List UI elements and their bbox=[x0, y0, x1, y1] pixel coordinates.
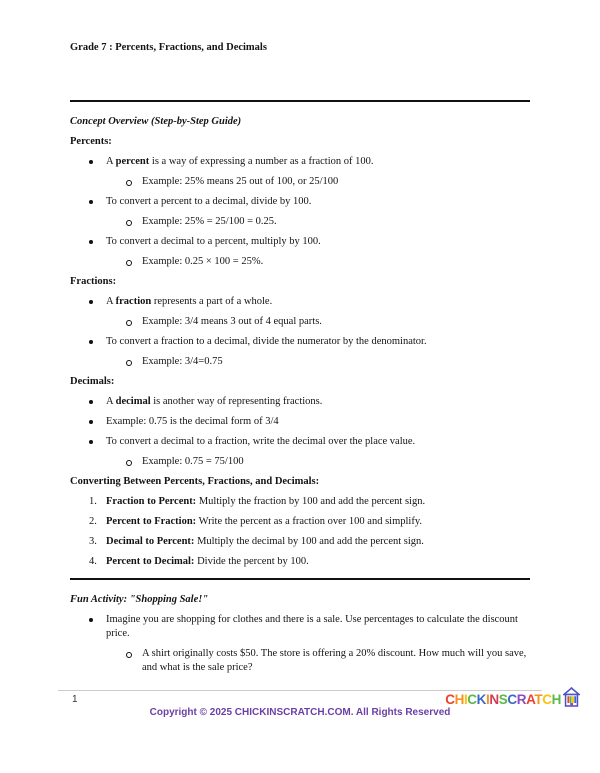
sub-bullet-item bbox=[70, 355, 530, 369]
sub-bullet-item bbox=[70, 455, 530, 469]
bullet-icon bbox=[89, 420, 93, 424]
bullet-icon bbox=[89, 440, 93, 444]
block-text: Percents: bbox=[70, 136, 112, 147]
block-text: A fraction represents a part of a whole. bbox=[106, 296, 273, 307]
block-text: Concept Overview (Step-by-Step Guide) bbox=[70, 116, 242, 127]
block-text: Example: 25% = 25/100 = 0.25. bbox=[142, 216, 277, 227]
copyright-text: Copyright © 2025 CHICKINSCRATCH.COM. All Rights Reserved bbox=[149, 707, 451, 718]
block-text: Percent to Decimal: Divide the percent by 100. bbox=[106, 556, 309, 567]
section-divider bbox=[70, 100, 530, 102]
block-text: Example: 0.75 = 75/100 bbox=[142, 456, 244, 467]
sub-bullet-item bbox=[70, 315, 530, 329]
sub-bullet-item bbox=[70, 647, 530, 675]
block-text: Percent to Fraction: Write the percent as a fraction over 100 and simplify. bbox=[106, 516, 423, 527]
bullet-item bbox=[70, 335, 530, 349]
section-heading bbox=[70, 593, 530, 607]
section-divider bbox=[70, 578, 530, 580]
chickinscratch-logo bbox=[445, 687, 580, 713]
document-blocks bbox=[70, 100, 530, 675]
sub-bullet-item bbox=[70, 255, 530, 269]
block-text: To convert a fraction to a decimal, divide the numerator by the denominator. bbox=[106, 336, 427, 347]
numbered-item bbox=[70, 555, 530, 569]
bullet-item bbox=[70, 195, 530, 209]
section-heading bbox=[70, 275, 530, 289]
bullet-item bbox=[70, 435, 530, 449]
circle-bullet-icon bbox=[126, 220, 132, 226]
bullet-item bbox=[70, 395, 530, 409]
block-text: Decimals: bbox=[70, 376, 115, 387]
block-text: Example: 0.25 × 100 = 25%. bbox=[142, 256, 264, 267]
bullet-icon bbox=[89, 160, 93, 164]
block-text: Fractions: bbox=[70, 276, 117, 287]
bullet-icon bbox=[89, 618, 93, 622]
list-number: 2. bbox=[89, 516, 97, 527]
block-text: Example: 3/4=0.75 bbox=[142, 356, 223, 367]
block-text: A decimal is another way of representing fractions. bbox=[106, 396, 323, 407]
section-heading bbox=[70, 475, 530, 489]
sub-bullet-item bbox=[70, 175, 530, 189]
bullet-item bbox=[70, 155, 530, 169]
schoolhouse-icon bbox=[563, 687, 580, 713]
bullet-item bbox=[70, 415, 530, 429]
block-text: Imagine you are shopping for clothes and there is a sale. Use percentages to calculate the discount price. bbox=[106, 614, 518, 639]
bullet-icon bbox=[89, 340, 93, 344]
block-text: Example: 25% means 25 out of 100, or 25/100 bbox=[142, 176, 339, 187]
numbered-item bbox=[70, 495, 530, 509]
bullet-icon bbox=[89, 400, 93, 404]
list-number: 4. bbox=[89, 556, 97, 567]
bullet-item bbox=[70, 295, 530, 309]
block-text: To convert a decimal to a percent, multiply by 100. bbox=[106, 236, 321, 247]
document-content bbox=[70, 41, 530, 681]
block-text: To convert a decimal to a fraction, write the decimal over the place value. bbox=[106, 436, 416, 447]
circle-bullet-icon bbox=[126, 360, 132, 366]
block-text: A shirt originally costs $50. The store is offering a 20% discount. How much will you save, and what is the sale price? bbox=[142, 648, 527, 673]
bullet-item bbox=[70, 613, 530, 641]
block-text: Example: 0.75 is the decimal form of 3/4 bbox=[106, 416, 279, 427]
circle-bullet-icon bbox=[126, 320, 132, 326]
block-text: To convert a percent to a decimal, divide by 100. bbox=[106, 196, 312, 207]
bullet-icon bbox=[89, 240, 93, 244]
block-text: Decimal to Percent: Multiply the decimal by 100 and add the percent sign. bbox=[106, 536, 424, 547]
numbered-item bbox=[70, 535, 530, 549]
sub-bullet-item bbox=[70, 215, 530, 229]
block-text: Fun Activity: "Shopping Sale!" bbox=[70, 594, 209, 605]
section-heading bbox=[70, 135, 530, 149]
page-number: 1 bbox=[72, 694, 78, 705]
block-text: Fraction to Percent: Multiply the fraction by 100 and add the percent sign. bbox=[106, 496, 426, 507]
page-title: Grade 7 : Percents, Fractions, and Decimals bbox=[70, 42, 267, 53]
circle-bullet-icon bbox=[126, 460, 132, 466]
block-text: Converting Between Percents, Fractions, and Decimals: bbox=[70, 476, 320, 487]
circle-bullet-icon bbox=[126, 260, 132, 266]
block-text: A percent is a way of expressing a number as a fraction of 100. bbox=[106, 156, 374, 167]
list-number: 3. bbox=[89, 536, 97, 547]
list-number: 1. bbox=[89, 496, 97, 507]
bullet-icon bbox=[89, 300, 93, 304]
section-heading bbox=[70, 375, 530, 389]
circle-bullet-icon bbox=[126, 652, 132, 658]
block-text: Example: 3/4 means 3 out of 4 equal parts. bbox=[142, 316, 322, 327]
numbered-item bbox=[70, 515, 530, 529]
section-heading bbox=[70, 115, 530, 129]
circle-bullet-icon bbox=[126, 180, 132, 186]
bullet-item bbox=[70, 235, 530, 249]
bullet-icon bbox=[89, 200, 93, 204]
logo-wordmark: CHICKINSCRATCH bbox=[445, 692, 561, 707]
